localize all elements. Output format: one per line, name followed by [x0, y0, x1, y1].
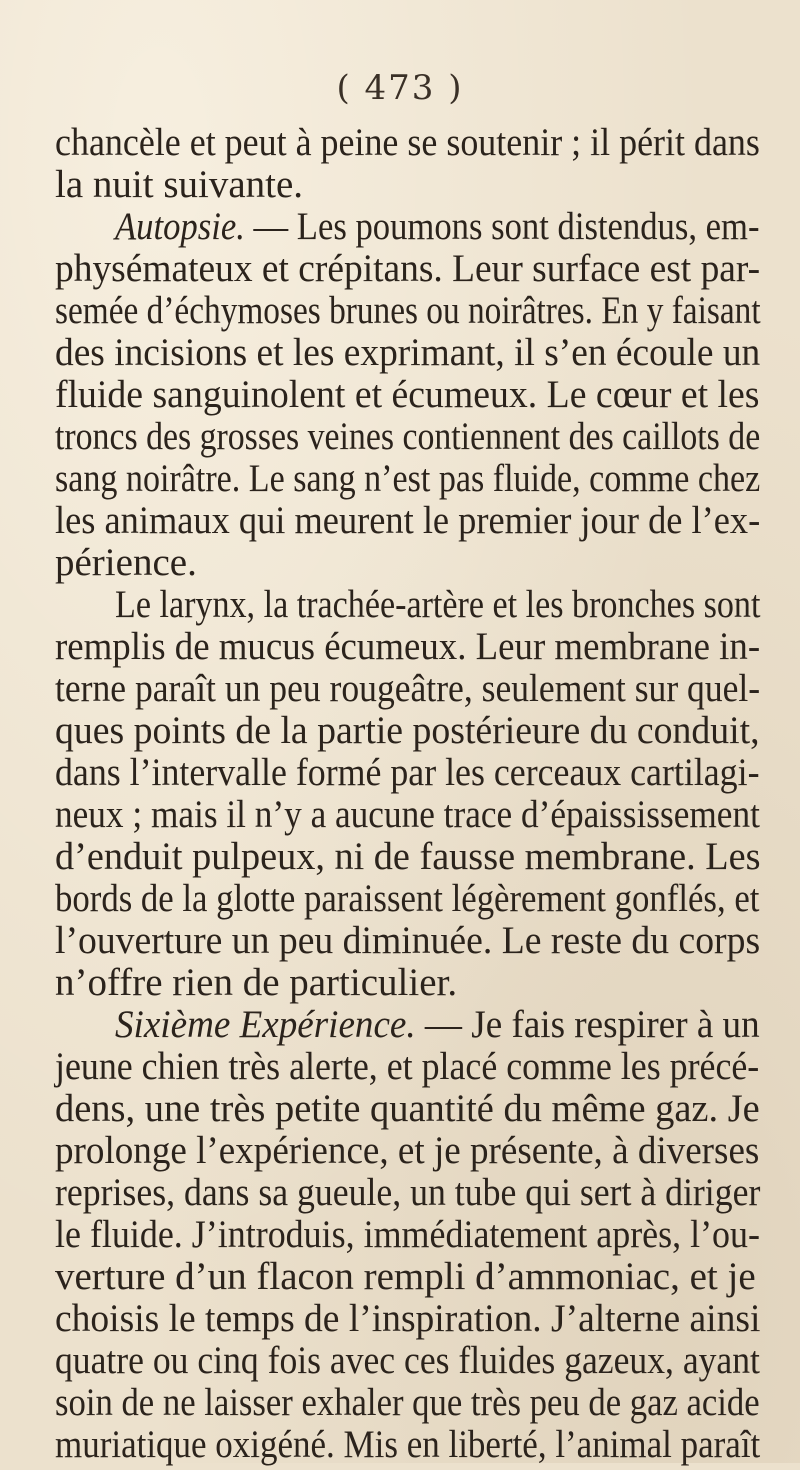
text-line: la nuit suivante.	[55, 163, 304, 206]
text-line: verture d’un flacon rempli d’ammoniac, et je	[55, 1255, 756, 1298]
text-line: sang noirâtre. Le sang n’est pas fluide, comme chez	[55, 457, 761, 500]
text-line: quatre ou cinq fois avec ces fluides gazeux, ayant	[55, 1339, 760, 1382]
text-line: muriatique oxigéné. Mis en liberté, l’animal paraît	[55, 1423, 761, 1466]
section-heading-sixieme-experience: Sixième Expérience. — Je fais respirer à un	[115, 1003, 760, 1046]
text-line: neux ; mais il n’y a aucune trace d’épaississement	[55, 793, 760, 836]
text-line: dens, une très petite quantité du même gaz. Je	[55, 1087, 760, 1130]
paragraph-start: Le larynx, la trachée-artère et les bronches sont	[115, 583, 761, 626]
text-line: le fluide. J’introduis, immédiatement après, l’ou-	[55, 1213, 760, 1256]
text-line: les animaux qui meurent le premier jour de l’ex-	[55, 499, 761, 542]
text-line: jeune chien très alerte, et placé comme les précé-	[55, 1045, 760, 1088]
text-line: chancèle et peut à peine se soutenir ; il périt dans	[55, 121, 760, 164]
text-line: choisis le temps de l’inspiration. J’alterne ainsi	[55, 1297, 761, 1340]
text-line: reprises, dans sa gueule, un tube qui sert à diriger	[55, 1171, 761, 1214]
text-line: n’offre rien de particulier.	[55, 961, 458, 1004]
text-line: physémateux et crépitans. Leur surface est par-	[55, 247, 761, 290]
text-line: d’enduit pulpeux, ni de fausse membrane. Les	[55, 835, 761, 878]
text-line: des incisions et les exprimant, il s’en écoule un	[55, 331, 761, 374]
text-line: bords de la glotte paraissent légèrement gonflés, et	[55, 877, 760, 920]
section-heading-autopsie: Autopsie. — Les poumons sont distendus, em-	[115, 205, 760, 248]
text-line: remplis de mucus écumeux. Leur membrane in-	[55, 625, 761, 668]
page-number: ( 473 )	[336, 68, 464, 108]
text-line: fluide sanguinolent et écumeux. Le cœur et les	[55, 373, 760, 416]
text-line: l’ouverture un peu diminuée. Le reste du corps	[55, 919, 761, 962]
text-line: terne paraît un peu rougeâtre, seulement sur quel-	[55, 667, 761, 710]
text-line: ques points de la partie postérieure du conduit,	[55, 709, 760, 752]
text-line: soin de ne laisser exhaler que très peu de gaz acide	[55, 1381, 760, 1424]
text-line: périence.	[55, 541, 197, 584]
text-line: dans l’intervalle formé par les cerceaux cartilagi-	[55, 751, 760, 794]
text-line: troncs des grosses veines contiennent des caillots de	[55, 415, 761, 458]
text-line: semée d’échymoses brunes ou noirâtres. En y faisant	[55, 289, 761, 332]
text-line: prolonge l’expérience, et je présente, à diverses	[55, 1129, 760, 1172]
